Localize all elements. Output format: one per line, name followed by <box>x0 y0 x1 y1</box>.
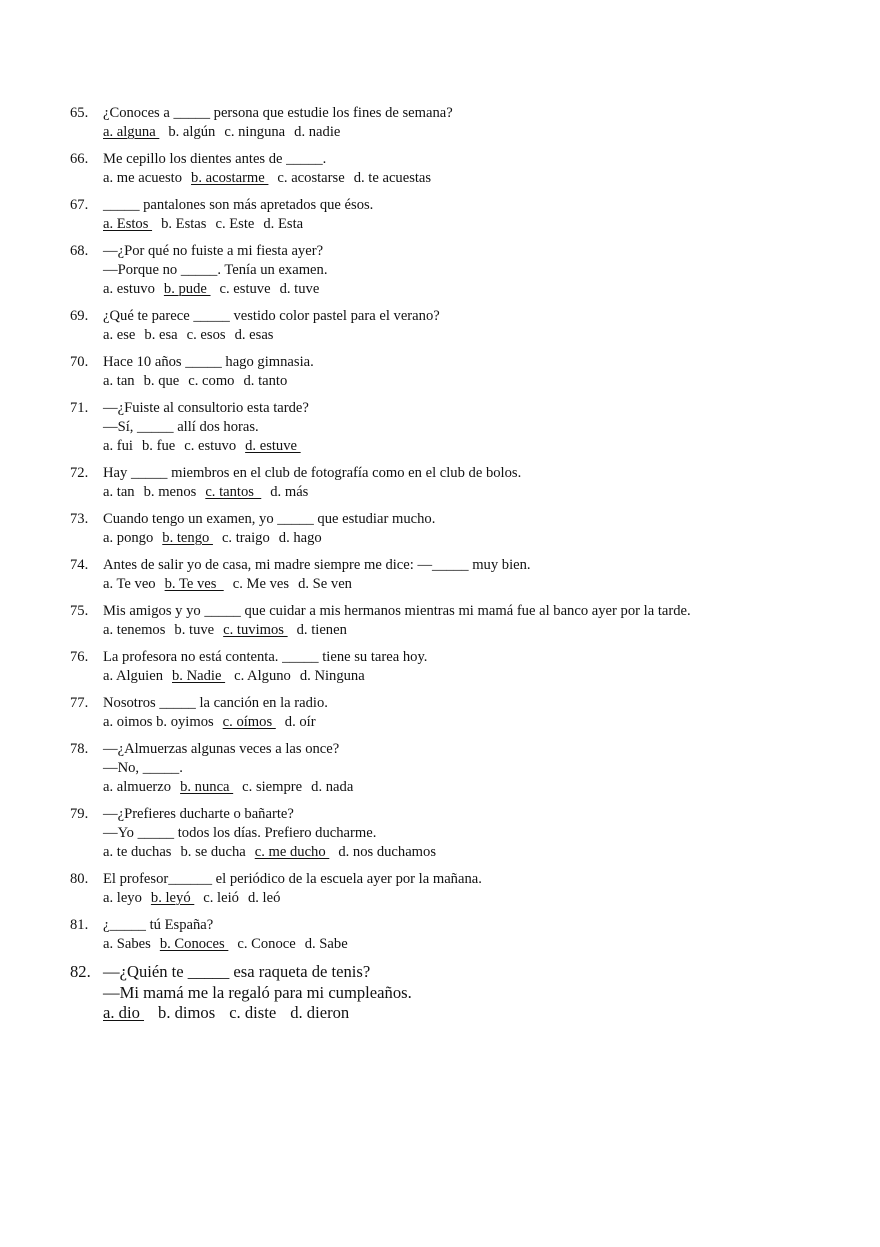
question-text: —¿Prefieres ducharte o bañarte? <box>103 806 294 822</box>
answer-option: b. algún <box>168 124 216 140</box>
answer-option: d. esas <box>234 327 274 343</box>
answer-options <box>103 437 830 456</box>
correct-answer-option: a. dio <box>103 1003 145 1022</box>
question-body <box>103 353 830 391</box>
answer-option: b. tuve <box>174 622 215 638</box>
question-item <box>70 464 830 502</box>
question-body <box>103 556 830 594</box>
question-text: Antes de salir yo de casa, mi madre siempre me dice: —_____ muy bien. <box>103 557 531 573</box>
question-number: 65. <box>70 105 89 121</box>
correct-answer-option: b. Conoces <box>159 936 229 952</box>
answer-option: d. Se ven <box>298 576 352 592</box>
answer-option: a. me acuesto <box>103 170 183 186</box>
correct-answer-option: b. nunca <box>180 779 234 795</box>
answer-option: a. ese <box>103 327 136 343</box>
question-item <box>70 740 830 797</box>
correct-answer-option: d. estuve <box>245 438 301 454</box>
question-item <box>70 353 830 391</box>
question-text: ¿_____ tú España? <box>103 917 214 933</box>
question-text: Cuando tengo un examen, yo _____ que estudiar mucho. <box>103 511 436 527</box>
correct-answer-option: b. tengo <box>162 530 213 546</box>
question-text: Me cepillo los dientes antes de _____. <box>103 151 327 167</box>
question-text: Nosotros _____ la canción en la radio. <box>103 695 328 711</box>
question-item <box>70 602 830 640</box>
answer-option: a. Alguien <box>103 668 163 684</box>
correct-answer-option: c. oímos <box>222 714 276 730</box>
correct-answer-option: a. alguna <box>103 124 160 140</box>
answer-option: d. leó <box>247 890 281 906</box>
question-number: 80. <box>70 871 89 887</box>
answer-option: a. fui <box>103 438 133 454</box>
answer-option: d. Esta <box>263 216 304 232</box>
question-number: 66. <box>70 151 89 167</box>
answer-option: b. que <box>143 373 180 389</box>
question-body <box>103 307 830 345</box>
correct-answer-option: b. Nadie <box>172 668 226 684</box>
answer-option: c. leió <box>203 890 239 906</box>
question-item <box>70 916 830 954</box>
answer-options <box>103 372 830 391</box>
answer-options <box>103 483 830 502</box>
answer-option: c. Alguno <box>234 668 291 684</box>
answer-option: c. siempre <box>242 779 303 795</box>
answer-option: d. oír <box>284 714 316 730</box>
correct-answer-option: b. Te ves <box>164 576 224 592</box>
answer-option: a. te duchas <box>103 844 172 860</box>
question-body <box>103 242 830 299</box>
question-body <box>103 870 830 908</box>
answer-option: a. almuerzo <box>103 779 172 795</box>
question-number: 82. <box>70 962 91 981</box>
question-number: 74. <box>70 557 89 573</box>
question-item <box>70 870 830 908</box>
answer-option: d. tanto <box>243 373 288 389</box>
answer-option: b. se ducha <box>180 844 246 860</box>
question-body <box>103 648 830 686</box>
question-number: 73. <box>70 511 89 527</box>
correct-answer-option: a. Estos <box>103 216 153 232</box>
question-text: ¿Qué te parece _____ vestido color pastel para el verano? <box>103 308 440 324</box>
correct-answer-option: c. tantos <box>205 484 262 500</box>
answer-option: d. Sabe <box>304 936 348 952</box>
question-number: 77. <box>70 695 89 711</box>
question-item <box>70 242 830 299</box>
question-body <box>103 196 830 234</box>
answer-option: c. esos <box>186 327 226 343</box>
answer-option: d. tienen <box>296 622 347 638</box>
correct-answer-option: b. pude <box>163 281 211 297</box>
answer-option: d. Ninguna <box>299 668 365 684</box>
question-item <box>70 196 830 234</box>
question-text: La profesora no está contenta. _____ tiene su tarea hoy. <box>103 649 428 665</box>
question-text: —Porque no _____. Tenía un examen. <box>103 262 328 278</box>
answer-option: c. acostarse <box>277 170 345 186</box>
answer-option: a. Te veo <box>103 576 156 592</box>
answer-option: d. te acuestas <box>353 170 432 186</box>
answer-option: d. tuve <box>279 281 320 297</box>
question-text: ¿Conoces a _____ persona que estudie los fines de semana? <box>103 105 453 121</box>
answer-option: d. más <box>270 484 309 500</box>
answer-option: d. nos duchamos <box>338 844 437 860</box>
question-body <box>103 510 830 548</box>
question-number: 76. <box>70 649 89 665</box>
question-text: —¿Por qué no fuiste a mi fiesta ayer? <box>103 243 324 259</box>
answer-option: d. hago <box>278 530 322 546</box>
answer-option: c. ninguna <box>224 124 286 140</box>
answer-option: b. Estas <box>161 216 207 232</box>
answer-option: a. leyo <box>103 890 142 906</box>
answer-option: a. tenemos <box>103 622 166 638</box>
answer-option: b. esa <box>144 327 178 343</box>
question-body <box>103 805 830 862</box>
answer-option: a. pongo <box>103 530 154 546</box>
answer-option: a. estuvo <box>103 281 155 297</box>
question-item <box>70 556 830 594</box>
answer-option: d. nada <box>311 779 354 795</box>
question-item <box>70 962 830 1024</box>
answer-option: b. menos <box>143 484 197 500</box>
answer-option: c. diste <box>229 1003 277 1022</box>
question-text: —Mi mamá me la regaló para mi cumpleaños. <box>103 982 412 1002</box>
correct-answer-option: b. leyó <box>150 890 195 906</box>
answer-option: c. estuve <box>219 281 271 297</box>
question-body <box>103 740 830 797</box>
question-number: 72. <box>70 465 89 481</box>
answer-option: c. Conoce <box>237 936 296 952</box>
correct-answer-option: c. tuvimos <box>223 622 288 638</box>
answer-options <box>103 215 830 234</box>
answer-option: c. como <box>188 373 235 389</box>
question-item <box>70 104 830 142</box>
answer-option: a. oimos b. oyimos <box>103 714 214 730</box>
question-number: 79. <box>70 806 89 822</box>
answer-options <box>103 713 830 732</box>
answer-options <box>103 326 830 345</box>
question-text: —¿Almuerzas algunas veces a las once? <box>103 741 340 757</box>
question-item <box>70 307 830 345</box>
answer-option: c. estuvo <box>184 438 237 454</box>
answer-option: a. Sabes <box>103 936 151 952</box>
correct-answer-option: b. acostarme <box>191 170 269 186</box>
question-item <box>70 510 830 548</box>
answer-options <box>103 123 830 142</box>
answer-options <box>103 621 830 640</box>
answer-option: c. Este <box>215 216 255 232</box>
question-number: 69. <box>70 308 89 324</box>
question-text: Hay _____ miembros en el club de fotografía como en el club de bolos. <box>103 465 522 481</box>
question-body <box>103 602 830 640</box>
question-text: Mis amigos y yo _____ que cuidar a mis hermanos mientras mi mamá fue al banco ayer por la tarde. <box>103 603 691 619</box>
question-item <box>70 648 830 686</box>
answer-option: c. Me ves <box>232 576 290 592</box>
question-item <box>70 805 830 862</box>
question-body <box>103 399 830 456</box>
answer-options <box>103 935 830 954</box>
question-list <box>70 104 830 1032</box>
answer-options <box>103 169 830 188</box>
question-text: —¿Fuiste al consultorio esta tarde? <box>103 400 309 416</box>
question-item <box>70 150 830 188</box>
question-text: _____ pantalones son más apretados que ésos. <box>103 197 374 213</box>
answer-options <box>103 889 830 908</box>
question-item <box>70 399 830 456</box>
correct-answer-option: c. me ducho <box>254 844 330 860</box>
answer-options <box>103 843 830 862</box>
answer-option: d. dieron <box>290 1003 350 1022</box>
question-text: —¿Quién te _____ esa raqueta de tenis? <box>103 962 371 981</box>
answer-options <box>103 1003 830 1024</box>
question-body <box>103 962 830 1024</box>
answer-option: a. tan <box>103 373 135 389</box>
answer-options <box>103 667 830 686</box>
question-text: —No, _____. <box>103 760 183 776</box>
answer-option: c. traigo <box>221 530 270 546</box>
answer-options <box>103 778 830 797</box>
answer-option: d. nadie <box>294 124 341 140</box>
question-body <box>103 916 830 954</box>
answer-options <box>103 575 830 594</box>
question-body <box>103 694 830 732</box>
question-number: 75. <box>70 603 89 619</box>
question-body <box>103 104 830 142</box>
answer-option: b. dimos <box>158 1003 216 1022</box>
question-body <box>103 464 830 502</box>
answer-option: b. fue <box>142 438 176 454</box>
question-number: 78. <box>70 741 89 757</box>
question-number: 71. <box>70 400 89 416</box>
question-number: 81. <box>70 917 89 933</box>
question-number: 67. <box>70 197 89 213</box>
answer-options <box>103 529 830 548</box>
question-number: 68. <box>70 243 89 259</box>
answer-option: a. tan <box>103 484 135 500</box>
question-text: El profesor______ el periódico de la escuela ayer por la mañana. <box>103 871 482 887</box>
question-number: 70. <box>70 354 89 370</box>
question-body <box>103 150 830 188</box>
question-text: —Sí, _____ allí dos horas. <box>103 419 259 435</box>
answer-options <box>103 280 830 299</box>
question-item <box>70 694 830 732</box>
question-text: —Yo _____ todos los días. Prefiero ducharme. <box>103 825 377 841</box>
question-text: Hace 10 años _____ hago gimnasia. <box>103 354 314 370</box>
